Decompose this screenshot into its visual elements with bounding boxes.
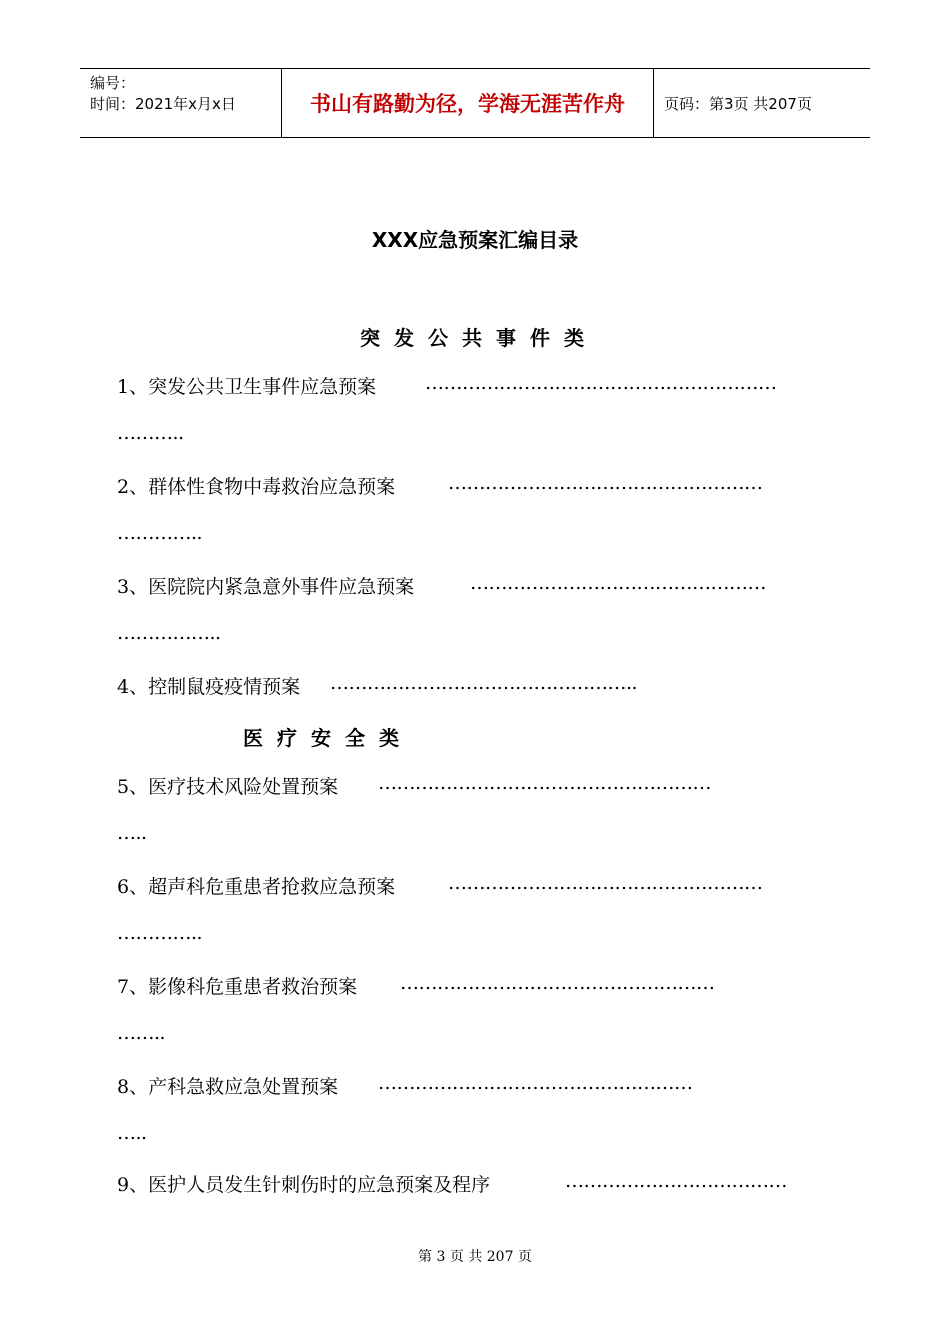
time-label: 时间：2021年x月x日 <box>90 95 236 113</box>
toc-leader-5b: ….. <box>117 822 147 844</box>
toc-leader-2b: ………….. <box>117 522 203 544</box>
toc-leader-9a: ……………………………… <box>565 1170 787 1192</box>
toc-leader-1a: ………………………………………………… <box>425 372 777 394</box>
toc-leader-8b: ….. <box>117 1122 147 1144</box>
toc-leader-1b: ……….. <box>117 422 184 444</box>
toc-leader-8a: …………………………………………… <box>378 1072 693 1094</box>
toc-entry-9[interactable]: 9、医护人员发生针刺伤时的应急预案及程序 <box>117 1174 491 1196</box>
toc-leader-2a: …………………………………………… <box>448 472 763 494</box>
page-header <box>80 68 870 138</box>
header-motto: 书山有路勤为径，学海无涯苦作舟 <box>281 69 654 137</box>
toc-leader-7b: …….. <box>117 1022 166 1044</box>
toc-leader-3a: ………………………………………… <box>470 572 766 594</box>
toc-entry-3[interactable]: 3、医院院内紧急意外事件应急预案 <box>117 576 415 598</box>
toc-entry-7[interactable]: 7、影像科危重患者救治预案 <box>117 976 358 998</box>
toc-leader-4a: ………………………………………….. <box>330 672 638 694</box>
toc-entry-6[interactable]: 6、超声科危重患者抢救应急预案 <box>117 876 396 898</box>
section-heading-medical: 医疗安全类 <box>243 726 413 750</box>
toc-entry-8[interactable]: 8、产科急救应急处置预案 <box>117 1076 339 1098</box>
page-footer: 第 3 页 共 207 页 <box>418 1249 532 1265</box>
toc-entry-1[interactable]: 1、突发公共卫生事件应急预案 <box>117 376 377 398</box>
document-title: XXX应急预案汇编目录 <box>371 228 579 252</box>
toc-leader-7a: …………………………………………… <box>400 972 715 994</box>
toc-leader-6a: …………………………………………… <box>448 872 763 894</box>
toc-entry-2[interactable]: 2、群体性食物中毒救治应急预案 <box>117 476 396 498</box>
header-meta <box>80 69 281 137</box>
number-label: 编号： <box>90 74 136 92</box>
toc-leader-6b: ………….. <box>117 922 203 944</box>
toc-entry-5[interactable]: 5、医疗技术风险处置预案 <box>117 776 339 798</box>
header-page-info: 页码：第3页 共207页 <box>664 94 812 113</box>
toc-leader-5a: ……………………………………………… <box>378 772 711 794</box>
section-heading-public: 突发公共事件类 <box>360 326 598 350</box>
toc-entry-4[interactable]: 4、控制鼠疫疫情预案 <box>117 676 301 698</box>
toc-leader-3b: …………….. <box>117 622 221 644</box>
